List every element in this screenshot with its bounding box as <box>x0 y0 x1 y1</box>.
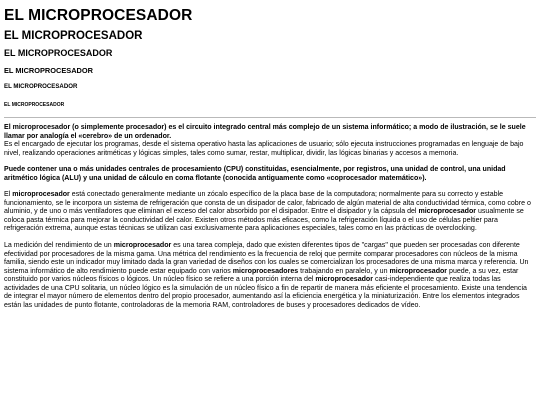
text-run: es una tarea compleja, dado que existen diferentes tipos de "cargas" que pueden ser procesadas con diferente efectividad por procesadores de la misma gama. Una métrica del rendimiento es la frecuencia de reloj que permite comparar procesadores con núcleos de la misma familia, siendo este un indicador muy limitado dada la gran variedad de diseños con los cuales se comercializan los procesadores de una misma marca y referencia. Un sistema informático de alto rendimiento puede estar equipado con varios <box>4 242 529 275</box>
intro-paragraph: Es el encargado de ejecutar los programas, desde el sistema operativo hasta las aplicaciones de usuario; sólo ejecuta instrucciones programadas en lenguaje de bajo nivel, realizando operaciones aritméticas y lógicas simples, tales como sumar, restar, multiplicar, dividir, las lógicas binarias y accesos a memoria. <box>4 141 524 157</box>
text-run: usualmente se coloca pasta térmica para mejorar la conductividad del calor. Existen otros métodos más eficaces, como la refrigeración líquida o el uso de células peltier para refrigeración extrema, aunque estas técnicas se utilizan casi exclusivamente para aplicaciones especiales, tales como en las prácticas de overclocking. <box>4 208 524 233</box>
text-run: puede, a su vez, estar constituido por varios núcleos físicos o lógicos. Un núcleo físico se refiere a una porción interna del <box>4 267 519 284</box>
intro-bold-paragraph: El microprocesador (o simplemente procesador) es el circuito integrado central más complejo de un sistema informático; a modo de ilustración, se le suele llamar por analogía el «cerebro» de un ordenador. <box>4 124 526 140</box>
text-run: trabajando en paralelo, y un <box>298 267 390 275</box>
text-run: El <box>4 191 13 199</box>
bold-term: microprocesador <box>418 208 477 216</box>
heading-level-2: EL MICROPROCESADOR <box>4 30 143 42</box>
heading-level-4: EL MICROPROCESADOR <box>4 66 93 75</box>
text-run: La medición del rendimiento de un <box>4 242 114 250</box>
text-run: casi-independiente que realiza todas las actividades de una CPU solitaria, un núcleo lógico es la simulación de un núcleo físico a fin de repartir de manera más eficiente el procesamiento. Existe una tendencia de integrar el mayor número de elementos dentro del propio procesador, aumentando así la eficiencia energética y la miniaturización. Entre los elementos integrados están las unidades de punto flotante, controladoras de la memoria RAM, controladores de buses y procesadores dedicados de vídeo. <box>4 276 527 309</box>
bold-term: microprocesador <box>113 242 172 250</box>
cpu-units-paragraph: Puede contener una o más unidades centrales de procesamiento (CPU) constituidas, esencialmente, por registros, una unidad de control, una unidad aritmético lógica (ALU) y una unidad de cálculo en coma flotante (conocida antiguamente como «coprocesador matemático»). <box>4 166 506 182</box>
bold-term: microprocesador <box>315 276 373 284</box>
bold-term: microprocesadores <box>232 267 299 275</box>
text-run: está conectado generalmente mediante un zócalo específico de la placa base de la computadora; normalmente para su correcto y estable funcionamiento, se le incorpora un sistema de refrigeración que consta de un disipador de calor, fabricado de algún material de alta conductividad térmica, como cobre o aluminio, y de uno o más ventiladores que eliminan el exceso del calor absorbido por el disipador. Entre el disipador y la cápsula del <box>4 191 531 216</box>
horizontal-divider <box>4 117 536 118</box>
bold-term: microprocesador <box>389 267 448 275</box>
performance-paragraph <box>4 242 536 310</box>
cooling-paragraph <box>4 191 536 234</box>
heading-level-5: EL MICROPROCESADOR <box>4 83 78 90</box>
heading-level-6: EL MICROPROCESADOR <box>4 102 65 108</box>
heading-level-1: EL MICROPROCESADOR <box>4 7 193 24</box>
bold-term: microprocesador <box>12 191 70 199</box>
heading-level-3: EL MICROPROCESADOR <box>4 48 113 58</box>
